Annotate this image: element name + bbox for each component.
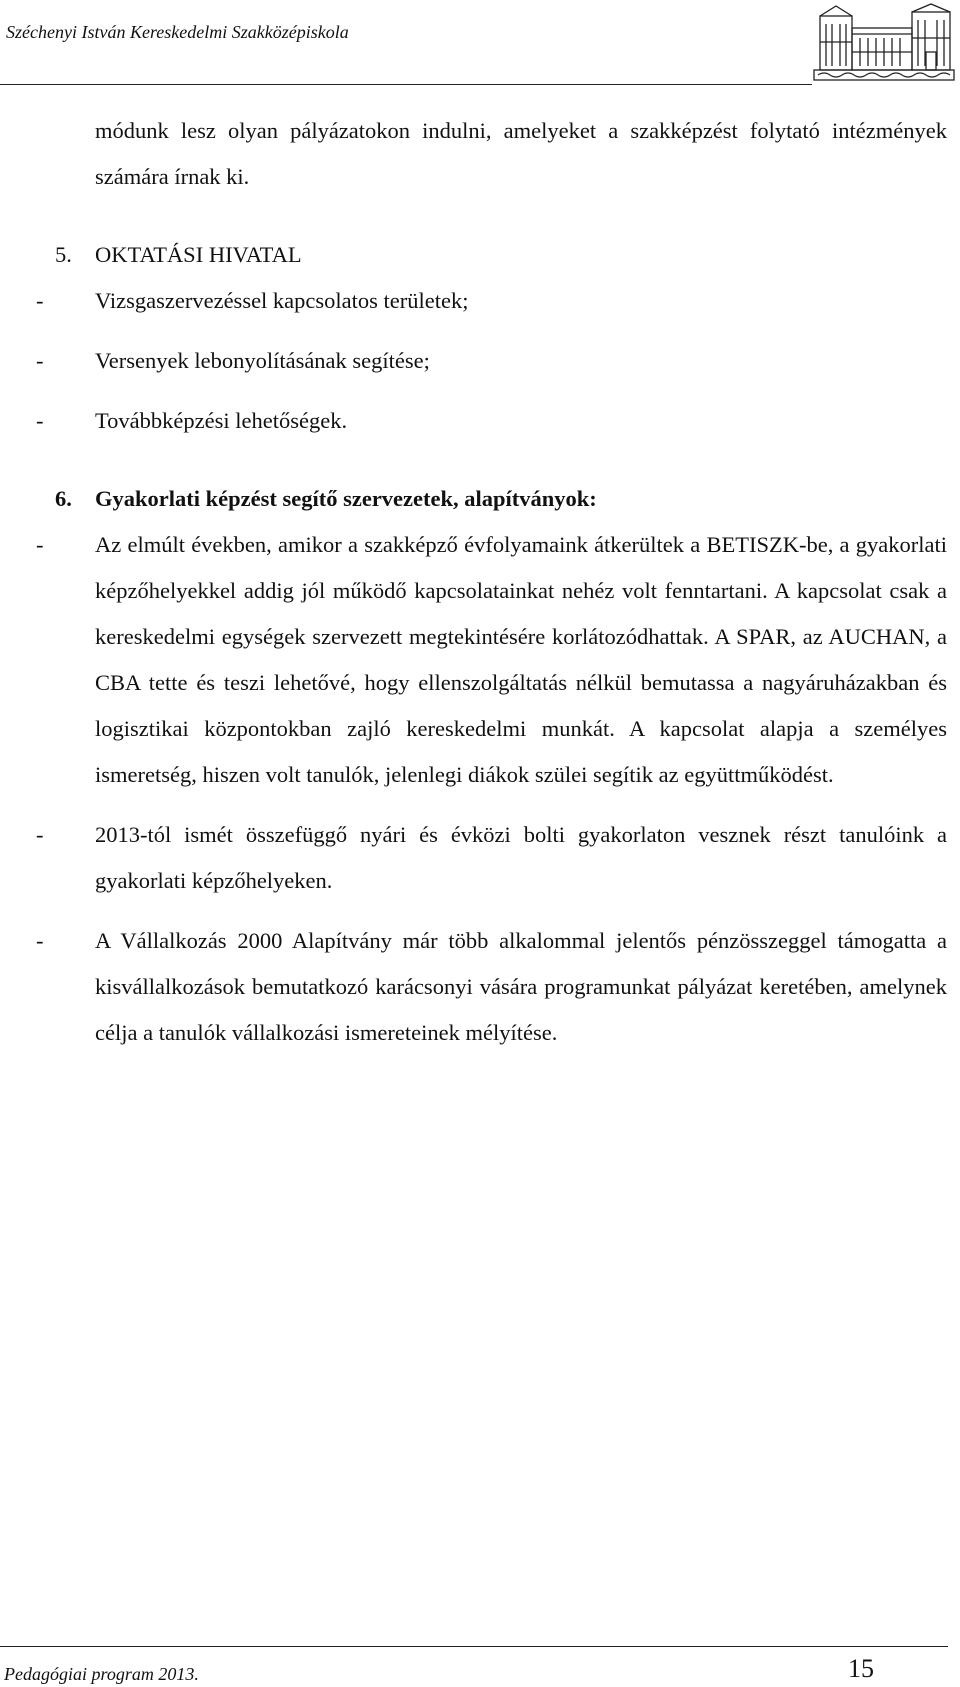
header-divider	[0, 84, 812, 85]
list-item	[36, 398, 947, 444]
list-dash: -	[36, 928, 44, 953]
document-body	[0, 108, 960, 1056]
header-title: Széchenyi István Kereskedelmi Szakközépiskola	[6, 22, 349, 42]
list-item-text: A Vállalkozás 2000 Alapítvány már több alkalommal jelentős pénzösszeggel támogatta a kisvállalkozások bemutatkozó karácsonyi vására programunkat pályázat keretében, amelynek célja a tanulók vállalkozási ismereteinek mélyítése.	[95, 928, 947, 1045]
page-header	[0, 0, 960, 88]
list-item	[36, 812, 947, 904]
list-item-text: 2013-tól ismét összefüggő nyári és évközi bolti gyakorlaton vesznek részt tanulóink a gyakorlati képzőhelyeken.	[95, 822, 947, 893]
section-5-title: OKTATÁSI HIVATAL	[95, 242, 302, 267]
list-dash: -	[36, 348, 44, 373]
list-item	[36, 338, 947, 384]
list-item	[36, 522, 947, 798]
list-dash: -	[36, 408, 44, 433]
list-dash: -	[36, 532, 44, 557]
list-dash: -	[36, 822, 44, 847]
school-building-logo-icon	[812, 2, 958, 84]
page-number: 15	[848, 1654, 874, 1683]
section-5-number: 5.	[55, 242, 72, 267]
section-6-title: Gyakorlati képzést segítő szervezetek, alapítványok:	[95, 486, 597, 511]
footer-divider	[0, 1646, 948, 1647]
list-item	[36, 918, 947, 1056]
section-6-heading	[55, 476, 947, 522]
footer-program-label: Pedagógiai program 2013.	[4, 1664, 199, 1684]
section-5-heading	[55, 232, 947, 278]
list-item-text: Továbbképzési lehetőségek.	[95, 408, 348, 433]
list-dash: -	[36, 288, 44, 313]
list-item	[36, 278, 947, 324]
list-item-text: Vizsgaszervezéssel kapcsolatos területek;	[95, 288, 469, 313]
section-6-number: 6.	[55, 486, 72, 511]
list-item-text: Versenyek lebonyolításának segítése;	[95, 348, 430, 373]
intro-paragraph: módunk lesz olyan pályázatokon indulni, amelyeket a szakképzést folytató intézmények számára írnak ki.	[95, 118, 947, 189]
list-item-text: Az elmúlt években, amikor a szakképző évfolyamaink átkerültek a BETISZK-be, a gyakorlati képzőhelyekkel addig jól működő kapcsolatainkat nehéz volt fenntartani. A kapcsolat csak a kereskedelmi egységek szervezett megtekintésére korlátozódhattak. A SPAR, az AUCHAN, a CBA tette és teszi lehetővé, hogy ellenszolgáltatás nélkül bemutassa a nagyáruházakban és logisztikai központokban zajló kereskedelmi munkát. A kapcsolat alapja a személyes ismeretség, hiszen volt tanulók, jelenlegi diákok szülei segítik az együttműködést.	[95, 532, 947, 787]
